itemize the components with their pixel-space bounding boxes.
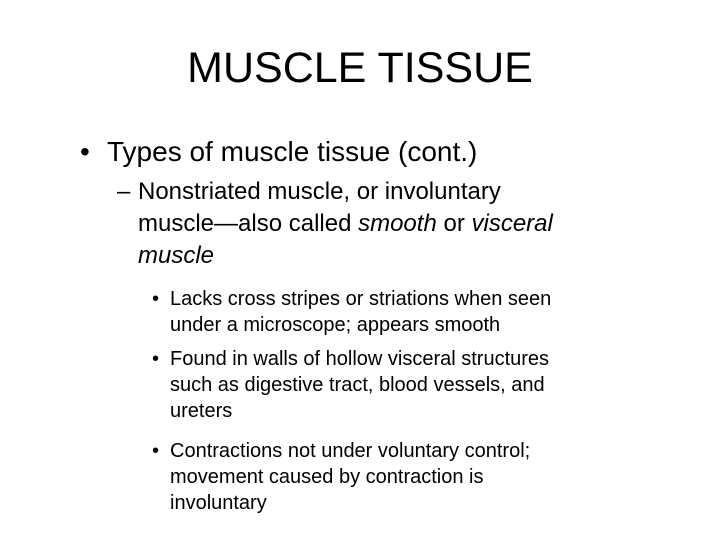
emphasis-smooth: smooth: [358, 210, 437, 237]
bullet-level3-text: [170, 346, 549, 424]
bullet-level2-text: [138, 176, 647, 272]
bullet-level3-line: under a microscope; appears smooth: [170, 314, 501, 336]
bullet-level3-line: movement caused by contraction is: [170, 466, 484, 488]
bullet-level3-line: Lacks cross stripes or striations when seen: [170, 288, 552, 310]
bullet-level3-line: ureters: [170, 400, 233, 422]
bullet-icon: •: [152, 288, 160, 310]
bullet-level3-line: involuntary: [170, 492, 267, 514]
bullet-level3-text: [170, 438, 530, 516]
bullet-level3-line: Found in walls of hollow visceral structures: [170, 348, 550, 370]
bullet-level1-text: Types of muscle tissue (cont.): [107, 136, 478, 167]
bullet-level3-line: such as digestive tract, blood vessels, and: [170, 374, 545, 396]
bullet-level3-item: [152, 286, 551, 338]
bullet-icon: •: [152, 348, 160, 370]
bullet-level2-line: Nonstriated muscle, or involuntary: [138, 178, 501, 205]
bullet-level2-fragment: muscle—also called: [138, 210, 359, 237]
bullet-level3-text: [170, 286, 551, 338]
bullet-icon: •: [152, 440, 160, 462]
bullet-level3-item: [152, 438, 530, 516]
bullet-icon: •: [80, 136, 90, 167]
emphasis-visceral: visceral: [471, 210, 553, 237]
bullet-level2-line: [138, 208, 647, 240]
emphasis-muscle: muscle: [138, 242, 215, 269]
bullet-level2-fragment: or: [436, 210, 472, 237]
slide-title: MUSCLE TISSUE: [187, 44, 533, 92]
dash-icon: –: [117, 178, 131, 205]
bullet-level3-line: Contractions not under voluntary control;: [170, 440, 531, 462]
bullet-level2: [117, 176, 647, 272]
bullet-level2-line: [138, 240, 647, 272]
bullet-level3-item: [152, 346, 549, 424]
